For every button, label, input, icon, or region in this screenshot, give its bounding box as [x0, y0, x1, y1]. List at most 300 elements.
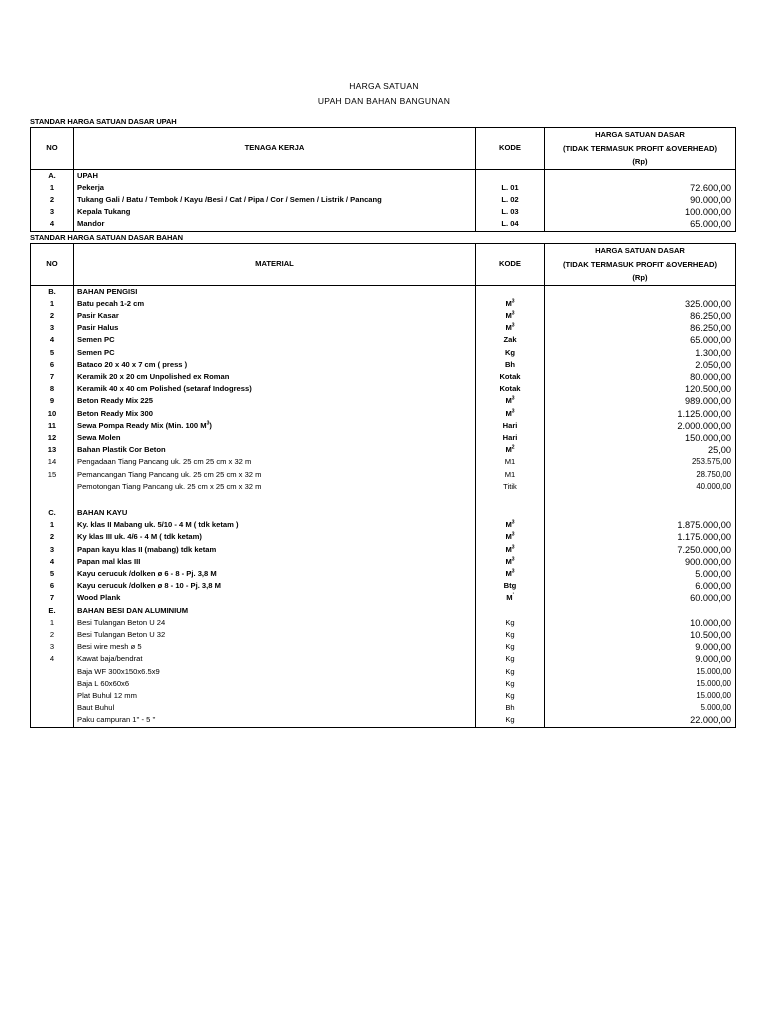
- row-price: 86.250,00: [690, 323, 731, 334]
- header-harga-l2: (TIDAK TERMASUK PROFIT &OVERHEAD): [563, 143, 717, 153]
- row-no: 1: [31, 298, 74, 310]
- row-no: 2: [31, 310, 74, 322]
- table-row: [31, 469, 736, 481]
- row-no: 7: [31, 592, 74, 604]
- row-kode-text: M: [505, 520, 512, 530]
- table-row: [31, 298, 736, 310]
- row-kode: [476, 347, 545, 359]
- row-no: 8: [31, 383, 74, 395]
- row-price: 989.000,00: [685, 396, 731, 407]
- spacer-row: [31, 493, 736, 507]
- row-kode: [476, 395, 545, 407]
- row-description: [74, 310, 476, 322]
- header-harga-l1: HARGA SATUAN DASAR: [595, 130, 685, 139]
- row-price: 100.000,00: [685, 207, 731, 218]
- row-kode-text: Hari: [502, 420, 518, 430]
- table-row: [31, 544, 736, 556]
- table-row: [31, 592, 736, 604]
- row-kode: [476, 678, 545, 690]
- header-harga-l1: HARGA SATUAN DASAR: [595, 246, 685, 255]
- row-description-text: Kepala Tukang: [77, 207, 131, 217]
- table-row: [31, 371, 736, 383]
- table-row: [31, 194, 736, 206]
- header-harga-l3: (Rp): [632, 157, 648, 166]
- header-harga: [545, 128, 736, 170]
- upah-table: [30, 127, 736, 232]
- row-kode: [476, 580, 545, 592]
- table-row: [31, 206, 736, 218]
- row-price: 6.000,00: [695, 581, 731, 592]
- row-description-text: Besi Tulangan Beton U 24: [77, 617, 166, 627]
- table-row: [31, 347, 736, 359]
- row-kode: [476, 641, 545, 653]
- header-tenaga-kerja: TENAGA KERJA: [74, 128, 476, 170]
- table-row: [31, 310, 736, 322]
- group-no: C.: [31, 507, 74, 519]
- table-row: [31, 456, 736, 468]
- row-price: 10.500,00: [690, 629, 731, 640]
- row-description-text: Ky. klas II Mabang uk. 5/10 - 4 M ( tdk ketam ): [77, 520, 239, 530]
- row-description-text: Bataco 20 x 40 x 7 cm ( press ): [77, 359, 188, 369]
- row-price: 9.000,00: [695, 654, 731, 665]
- row-description-text: Pekerja: [77, 182, 105, 192]
- upah-header-row: [31, 128, 736, 170]
- row-kode: [476, 322, 545, 334]
- row-price: 5.000,00: [700, 703, 731, 713]
- row-no: [31, 714, 74, 727]
- row-no: 4: [31, 653, 74, 665]
- group-no: A.: [31, 169, 74, 182]
- row-description-sup: 3: [206, 420, 210, 427]
- row-no: [31, 678, 74, 690]
- row-description-text: Besi wire mesh ø 5: [77, 642, 142, 652]
- row-description: [74, 714, 476, 727]
- row-description: [74, 481, 476, 493]
- table-row: [31, 666, 736, 678]
- row-description: [74, 218, 476, 231]
- row-description: [74, 531, 476, 543]
- row-kode-text: L. 01: [501, 182, 519, 192]
- row-description-text: Batu pecah 1-2 cm: [77, 298, 145, 308]
- row-description-end: ): [209, 420, 212, 430]
- group-no: B.: [31, 285, 74, 298]
- row-no: 2: [31, 531, 74, 543]
- header-no: NO: [31, 128, 74, 170]
- row-kode-sup: 3: [511, 556, 515, 563]
- row-price: 9.000,00: [695, 642, 731, 653]
- table-row: [31, 678, 736, 690]
- table-row: [31, 714, 736, 727]
- row-description: [74, 383, 476, 395]
- row-description-text: Papan kayu klas II (mabang) tdk ketam: [77, 544, 217, 554]
- row-kode-text: M: [505, 323, 512, 333]
- header-kode: KODE: [476, 244, 545, 286]
- bahan-kayu-rows: [31, 519, 736, 604]
- row-kode: [476, 359, 545, 371]
- row-no: 3: [31, 544, 74, 556]
- row-kode: [476, 714, 545, 727]
- row-description-text: Pemancangan Tiang Pancang uk. 25 cm 25 cm x 32 m: [77, 469, 262, 479]
- table-row: [31, 556, 736, 568]
- group-row-bahan-pengisi: [31, 285, 736, 298]
- row-no: 5: [31, 347, 74, 359]
- row-description-text: Baja L 60x60x6: [77, 678, 130, 688]
- row-price: 7.250.000,00: [677, 544, 731, 555]
- table-row: [31, 359, 736, 371]
- row-description-text: Keramik 40 x 40 cm Polished (setaraf Indogress): [77, 384, 252, 394]
- row-kode-text: L. 02: [501, 194, 519, 204]
- row-kode-text: L. 03: [501, 207, 519, 217]
- row-description-text: Mandor: [77, 219, 105, 229]
- row-price: 25,00: [708, 445, 731, 456]
- row-no: 6: [31, 580, 74, 592]
- row-kode-sup: 3: [511, 310, 515, 317]
- row-price: 22.000,00: [690, 715, 731, 726]
- row-kode: [476, 617, 545, 629]
- row-description: [74, 206, 476, 218]
- row-description-text: Kawat baja/bendrat: [77, 654, 143, 664]
- row-description-text: Baja WF 300x150x6.5x9: [77, 666, 160, 676]
- row-kode: [476, 544, 545, 556]
- row-kode: [476, 371, 545, 383]
- row-no: 4: [31, 334, 74, 346]
- row-kode: [476, 298, 545, 310]
- table-row: [31, 519, 736, 531]
- table-row: [31, 322, 736, 334]
- table-row: [31, 690, 736, 702]
- group-row-upah: [31, 169, 736, 182]
- row-price: 65.000,00: [690, 219, 731, 230]
- row-kode: [476, 556, 545, 568]
- row-description-text: Besi Tulangan Beton U 32: [77, 629, 166, 639]
- table-row: [31, 641, 736, 653]
- row-kode: [476, 420, 545, 432]
- row-price: 5.000,00: [695, 568, 731, 579]
- row-kode: [476, 383, 545, 395]
- row-kode: [476, 310, 545, 322]
- row-description: [74, 568, 476, 580]
- row-description-text: Pengadaan Tiang Pancang uk. 25 cm 25 cm x 32 m: [77, 457, 252, 467]
- table-row: [31, 629, 736, 641]
- row-no: 11: [31, 420, 74, 432]
- upah-rows: [31, 182, 736, 231]
- row-no: 1: [31, 617, 74, 629]
- group-name: BAHAN BESI DAN ALUMINIUM: [74, 605, 476, 617]
- row-no: 10: [31, 408, 74, 420]
- row-description: [74, 556, 476, 568]
- table-row: [31, 408, 736, 420]
- row-price: 65.000,00: [690, 335, 731, 346]
- table-row: [31, 481, 736, 493]
- row-kode-text: M1: [504, 469, 516, 479]
- row-kode-text: M: [505, 396, 512, 406]
- group-row-bahan-kayu: [31, 507, 736, 519]
- row-kode-text: Btg: [503, 581, 517, 591]
- document-title: HARGA SATUAN: [349, 81, 419, 91]
- row-price: 15.000,00: [696, 691, 731, 700]
- row-price: 90.000,00: [690, 194, 731, 205]
- row-description-text: Sewa Pompa Ready Mix (Min. 100 M: [77, 420, 207, 430]
- row-kode-text: Kg: [505, 642, 515, 652]
- row-kode-text: Kg: [505, 715, 515, 725]
- group-name: UPAH: [74, 169, 476, 182]
- row-kode-sup: 3: [511, 519, 515, 526]
- row-kode-text: Kg: [505, 629, 515, 639]
- row-kode-sup: 3: [511, 298, 515, 305]
- row-no: 4: [31, 556, 74, 568]
- row-no: 3: [31, 322, 74, 334]
- row-kode-text: Kotak: [499, 371, 521, 381]
- row-description: [74, 544, 476, 556]
- row-description-text: Semen PC: [77, 347, 115, 357]
- row-description: [74, 592, 476, 604]
- table-row: [31, 218, 736, 231]
- bahan-section-label: STANDAR HARGA SATUAN DASAR BAHAN: [30, 233, 183, 242]
- row-price: 60.000,00: [690, 593, 731, 604]
- row-price: 1.300,00: [695, 347, 731, 358]
- row-kode: [476, 702, 545, 714]
- row-description: [74, 408, 476, 420]
- row-kode-sup: 3: [511, 531, 515, 538]
- row-kode-text: Kg: [504, 347, 516, 357]
- row-price: 40.000,00: [696, 481, 731, 491]
- row-description: [74, 678, 476, 690]
- table-row: [31, 617, 736, 629]
- header-harga: [545, 244, 736, 286]
- row-description: [74, 182, 476, 194]
- row-description-text: Plat Buhul 12 mm: [77, 691, 137, 700]
- row-kode: [476, 194, 545, 206]
- row-price: 1.875.000,00: [677, 520, 731, 531]
- row-price: 1.125.000,00: [677, 408, 731, 419]
- row-price: 10.000,00: [690, 617, 731, 628]
- row-description: [74, 641, 476, 653]
- header-kode: KODE: [476, 128, 545, 170]
- row-kode-text: Kg: [505, 678, 515, 688]
- row-description: [74, 653, 476, 665]
- row-no: 14: [31, 456, 74, 468]
- row-kode: [476, 690, 545, 702]
- row-kode: [476, 666, 545, 678]
- row-kode-text: Titik: [503, 481, 517, 491]
- row-kode-sup: 3: [511, 322, 515, 329]
- row-kode: [476, 218, 545, 231]
- row-kode: [476, 456, 545, 468]
- bahan-pengisi-rows: [31, 298, 736, 457]
- row-kode-sup: 3: [511, 544, 515, 551]
- row-no: [31, 666, 74, 678]
- row-no: [31, 481, 74, 493]
- row-description-text: Tukang Gali / Batu / Tembok / Kayu /Besi / Cat / Pipa / Cor / Semen / Listrik / Pancang: [77, 194, 382, 204]
- table-row: [31, 568, 736, 580]
- row-kode: [476, 568, 545, 580]
- table-row: [31, 444, 736, 456]
- row-price: 2.000.000,00: [677, 420, 731, 431]
- row-kode-text: M: [505, 408, 512, 418]
- row-description-text: Bahan Plastik Cor Beton: [77, 445, 166, 455]
- row-description: [74, 420, 476, 432]
- row-no: 2: [31, 194, 74, 206]
- row-kode-sup: ': [512, 592, 514, 599]
- group-name: BAHAN KAYU: [74, 507, 476, 519]
- row-kode-text: Kotak: [499, 384, 521, 394]
- row-no: 4: [31, 218, 74, 231]
- row-price: 253.575,00: [691, 457, 731, 467]
- row-description: [74, 629, 476, 641]
- row-no: 2: [31, 629, 74, 641]
- row-kode: [476, 206, 545, 218]
- row-kode: [476, 629, 545, 641]
- row-kode-sup: 2: [511, 444, 515, 451]
- row-no: 7: [31, 371, 74, 383]
- row-no: 5: [31, 568, 74, 580]
- row-description-text: Pasir Halus: [77, 323, 119, 333]
- row-description-text: Paku campuran 1'' - 5 '': [77, 715, 156, 725]
- row-description-text: Wood Plank: [77, 593, 121, 603]
- row-kode: [476, 432, 545, 444]
- row-price: 120.500,00: [685, 384, 731, 395]
- row-description: [74, 444, 476, 456]
- row-price: 900.000,00: [685, 556, 731, 567]
- row-kode-text: M: [505, 556, 512, 566]
- row-no: 6: [31, 359, 74, 371]
- row-description: [74, 456, 476, 468]
- row-description: [74, 519, 476, 531]
- row-no: 3: [31, 206, 74, 218]
- table-row: [31, 420, 736, 432]
- row-description: [74, 322, 476, 334]
- row-price: 28.750,00: [696, 469, 731, 479]
- table-row: [31, 702, 736, 714]
- row-no: 3: [31, 641, 74, 653]
- row-kode: [476, 444, 545, 456]
- row-kode-sup: 3: [511, 395, 515, 402]
- row-description: [74, 432, 476, 444]
- document-subtitle: UPAH DAN BAHAN BANGUNAN: [317, 96, 451, 106]
- row-description-text: Pemotongan Tiang Pancang uk. 25 cm x 25 cm x 32 m: [77, 481, 262, 491]
- row-kode-text: Kg: [505, 617, 515, 627]
- row-description-text: Pasir Kasar: [77, 310, 119, 320]
- row-description-text: Beton Ready Mix 225: [77, 396, 153, 406]
- row-kode-text: Bh: [504, 359, 516, 369]
- row-description-text: Kayu cerucuk /dolken ø 6 - 8 - Pj. 3,8 M: [77, 568, 217, 578]
- row-kode-sup: 3: [511, 568, 515, 575]
- row-price: 2.050,00: [695, 359, 731, 370]
- group-no: E.: [31, 605, 74, 617]
- row-kode: [476, 519, 545, 531]
- group-name: BAHAN PENGISI: [74, 285, 476, 298]
- row-description-text: Keramik 20 x 20 cm Unpolished ex Roman: [77, 371, 230, 381]
- row-kode-text: Bh: [505, 703, 515, 713]
- header-harga-l2: (TIDAK TERMASUK PROFIT &OVERHEAD): [563, 259, 717, 269]
- row-description: [74, 702, 476, 714]
- row-kode-text: Kg: [505, 666, 515, 676]
- row-description: [74, 298, 476, 310]
- row-description: [74, 371, 476, 383]
- row-description: [74, 666, 476, 678]
- header-no: NO: [31, 244, 74, 286]
- row-price: 1.175.000,00: [677, 532, 731, 543]
- row-description: [74, 469, 476, 481]
- table-row: [31, 531, 736, 543]
- bahan-header-row: [31, 244, 736, 286]
- upah-section-label: STANDAR HARGA SATUAN DASAR UPAH: [30, 117, 177, 126]
- row-kode: [476, 334, 545, 346]
- row-kode-text: Zak: [503, 335, 517, 345]
- row-description-text: Kayu cerucuk /dolken ø 8 - 10 - Pj. 3,8 M: [77, 581, 221, 591]
- row-description: [74, 617, 476, 629]
- row-kode-text: L. 04: [501, 219, 519, 229]
- row-price: 72.600,00: [690, 182, 731, 193]
- row-kode: [476, 481, 545, 493]
- header-material: MATERIAL: [74, 244, 476, 286]
- row-description-text: Sewa Molen: [77, 432, 121, 442]
- row-kode-text: M: [505, 532, 512, 542]
- row-no: 13: [31, 444, 74, 456]
- row-price: 150.000,00: [685, 432, 731, 443]
- table-row: [31, 580, 736, 592]
- row-kode-text: M: [505, 298, 512, 308]
- row-no: 12: [31, 432, 74, 444]
- row-kode: [476, 408, 545, 420]
- row-price: 80.000,00: [690, 371, 731, 382]
- table-row: [31, 653, 736, 665]
- group-row-bahan-besi: [31, 605, 736, 617]
- row-kode: [476, 182, 545, 194]
- row-no: [31, 690, 74, 702]
- row-kode: [476, 531, 545, 543]
- row-description-text: Beton Ready Mix 300: [77, 408, 153, 418]
- table-row: [31, 432, 736, 444]
- row-kode-sup: 3: [511, 408, 515, 414]
- row-description-text: Semen PC: [77, 335, 115, 345]
- row-description-text: Ky klas III uk. 4/6 - 4 M ( tdk ketam): [77, 532, 202, 542]
- bahan-table: [30, 243, 736, 728]
- row-kode-text: M1: [504, 457, 516, 467]
- row-price: 15.000,00: [696, 666, 731, 676]
- row-no: 1: [31, 182, 74, 194]
- row-kode-text: M: [505, 445, 512, 455]
- row-price: 325.000,00: [685, 298, 731, 309]
- table-row: [31, 182, 736, 194]
- row-kode: [476, 469, 545, 481]
- row-kode-text: M: [505, 568, 512, 578]
- row-no: 15: [31, 469, 74, 481]
- row-kode-text: M: [506, 593, 513, 603]
- row-price: 86.250,00: [690, 310, 731, 321]
- row-kode-text: M: [505, 310, 512, 320]
- bahan-besi-rows: [31, 617, 736, 727]
- row-kode: [476, 592, 545, 604]
- row-no: 1: [31, 519, 74, 531]
- row-description: [74, 194, 476, 206]
- row-description: [74, 334, 476, 346]
- row-kode-text: Hari: [502, 432, 518, 442]
- row-kode: [476, 653, 545, 665]
- row-description: [74, 690, 476, 702]
- table-row: [31, 383, 736, 395]
- tiang-pancang-rows: [31, 456, 736, 493]
- row-kode-text: M: [505, 544, 512, 554]
- row-no: 9: [31, 395, 74, 407]
- header-harga-l3: (Rp): [632, 273, 648, 282]
- row-description-text: Baut Buhul: [77, 703, 115, 713]
- table-row: [31, 334, 736, 346]
- row-description: [74, 347, 476, 359]
- row-description: [74, 580, 476, 592]
- row-description-text: Papan mal klas III: [77, 556, 141, 566]
- row-price: 15.000,00: [696, 678, 731, 688]
